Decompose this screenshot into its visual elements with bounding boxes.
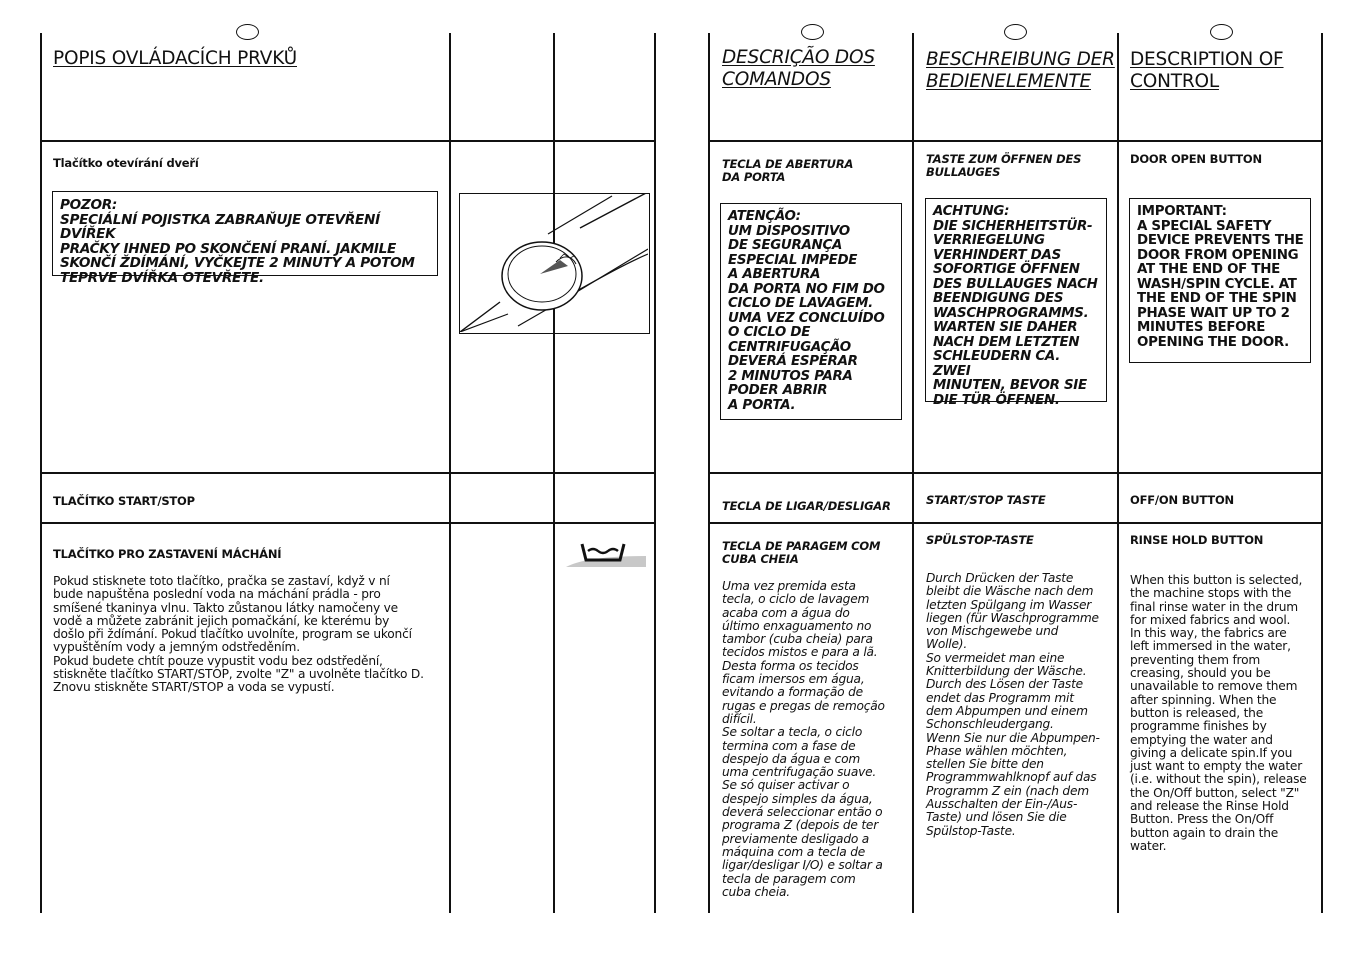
tub-with-water-icon — [566, 540, 648, 568]
german-warning-box: ACHTUNG: DIE SICHERHEITSTÜR- VERRIEGELUNG VERHINDERT DAS SOFORTIGE ÖFFNEN DES BULLAUGES NACH BEENDIGUNG DES WASCHPROGRAMMS. WARTEN SIE DAHER NACH DEM LETZTEN SCHLEUDERN CA. ZWEI MINUTEN, BEVOR SIE DIE TÜR ÖFFNEN. — [925, 198, 1107, 402]
language-marker-oval — [1210, 24, 1233, 40]
language-marker-oval — [236, 24, 259, 40]
start-stop-heading: TLAČÍTKO START/STOP — [53, 494, 195, 508]
section-divider — [708, 522, 1323, 524]
german-title: BESCHREIBUNG DER BEDIENELEMENTE — [926, 49, 1115, 92]
portuguese-rinse-heading: TECLA DE PARAGEM COM CUBA CHEIA — [722, 539, 881, 566]
english-rinse-heading: RINSE HOLD BUTTON — [1130, 533, 1264, 547]
portuguese-rinse-description: Uma vez premida esta tecla, o ciclo de lavagem acaba com a água do último enxaguamento no tambor (cuba cheia) para tecidos mistos e para a lã. Desta forma os tecidos ficam imersos em água, evitando a formação de rugas e pregas de remoção difícil. Se soltar a tecla, o ciclo termina com a fase de despejo da água e com uma centrifugação suave. Se só quiser activar o despejo simples da água, deverá seleccionar então o programa Z (depois de ter previamente desligado a máquina com a tecla de ligar/desligar I/O) e soltar a tecla de paragem com cuba cheia. — [722, 579, 885, 899]
section-divider — [708, 472, 1323, 474]
door-illustration — [459, 193, 650, 334]
hand-pressing-door-button-icon — [460, 194, 648, 332]
portuguese-start-heading: TECLA DE LIGAR/DESLIGAR — [722, 499, 891, 513]
english-start-heading: OFF/ON BUTTON — [1130, 493, 1234, 507]
section-divider — [40, 140, 655, 142]
rinse-hold-description: Pokud stisknete toto tlačítko, pračka se zastaví, když v ní bude napuštěna poslední voda na máchání prádla - pro smíšené tkaninya vlnu. Takto zůstanou látky namočeny ve vodě a můžete zabránit jejich pomačkání, ke kterému by došlo při ždímání. Pokud tlačítko uvolníte, program se ukončí vypuštěním vody a jemným odstředěním. Pokud budete chtít pouze vypustit vodu bez odstředění, stiskněte tlačítko START/STOP, zvolte "Z" a uvolněte tlačítko D. Znovu stiskněte START/STOP a voda se vypustí. — [53, 574, 424, 695]
language-marker-oval — [1004, 24, 1027, 40]
portuguese-warning-box: ATENÇÃO: UM DISPOSITIVO DE SEGURANÇA ESPECIAL IMPEDE A ABERTURA DA PORTA NO FIM DO CICLO DE LAVAGEM. UMA VEZ CONCLUÍDO O CICLO DE CENTRIFUGAÇÃO DEVERÁ ESPERAR 2 MINUTOS PARA PODER ABRIR A PORTA. — [720, 203, 902, 420]
rinse-hold-symbol — [566, 540, 648, 568]
german-start-heading: START/STOP TASTE — [926, 493, 1046, 507]
english-warning-box: IMPORTANT: A SPECIAL SAFETY DEVICE PREVENTS THE DOOR FROM OPENING AT THE END OF THE WASH/SPIN CYCLE. AT THE END OF THE SPIN PHASE WAIT UP TO 2 MINUTES BEFORE OPENING THE DOOR. — [1129, 198, 1311, 363]
portuguese-title: DESCRIÇÃO DOS COMANDOS — [722, 47, 875, 90]
german-door-heading: TASTE ZUM ÖFFNEN DES BULLAUGES — [926, 152, 1082, 179]
door-button-heading: Tlačítko otevírání dveří — [53, 156, 199, 170]
portuguese-door-heading: TECLA DE ABERTURA DA PORTA — [722, 157, 854, 184]
rinse-hold-heading: TLAČÍTKO PRO ZASTAVENÍ MÁCHÁNÍ — [53, 547, 282, 561]
german-rinse-description: Durch Drücken der Taste bleibt die Wäsche nach dem letzten Spülgang im Wasser liegen (für Waschprogramme von Mischgewebe und Wolle). So vermeidet man eine Knitterbildung der Wäsche. Durch des Lösen der Taste endet das Programm mit dem Abpumpen und einem Schonschleudergang. Wenn Sie nur die Abpumpen- Phase wählen möchten, stellen Sie bitte den Programmwahlknopf auf das Programm Z ein (nach dem Ausschalten der Ein-/Aus- Taste) und lösen Sie die Spülstop-Taste. — [926, 571, 1100, 838]
door-warning-box: POZOR: SPECIÁLNÍ POJISTKA ZABRAŇUJE OTEVŘENÍ DVÍŘEK PRAČKY IHNED PO SKONČENÍ PRANÍ. JAKMILE SKONČÍ ŽDÍMÁNÍ, VYČKEJTE 2 MINUTY A POTOM TEPRVE DVÍŘKA OTEVŘETE. — [52, 191, 438, 276]
english-title: DESCRIPTION OF CONTROL — [1130, 49, 1284, 92]
language-marker-oval — [801, 24, 824, 40]
english-door-heading: DOOR OPEN BUTTON — [1130, 152, 1262, 166]
section-divider — [40, 522, 655, 524]
english-rinse-description: When this button is selected, the machine stops with the final rinse water in the drum for mixed fabrics and wool. In this way, the fabrics are left immersed in the water, preventing them from creasing, should you be unavailable to remove them after spinning. When the button is released, the programme finishes by emptying the water and giving a delicate spin.If you just want to empty the water (i.e. without the spin), release the On/Off button, select "Z" and release the Rinse Hold Button. Press the On/Off button again to drain the water. — [1130, 573, 1307, 853]
section-divider — [40, 472, 655, 474]
page-title: POPIS OVLÁDACÍCH PRVKŮ — [53, 48, 297, 69]
section-divider — [708, 140, 1323, 142]
german-rinse-heading: SPÜLSTOP-TASTE — [926, 533, 1034, 547]
